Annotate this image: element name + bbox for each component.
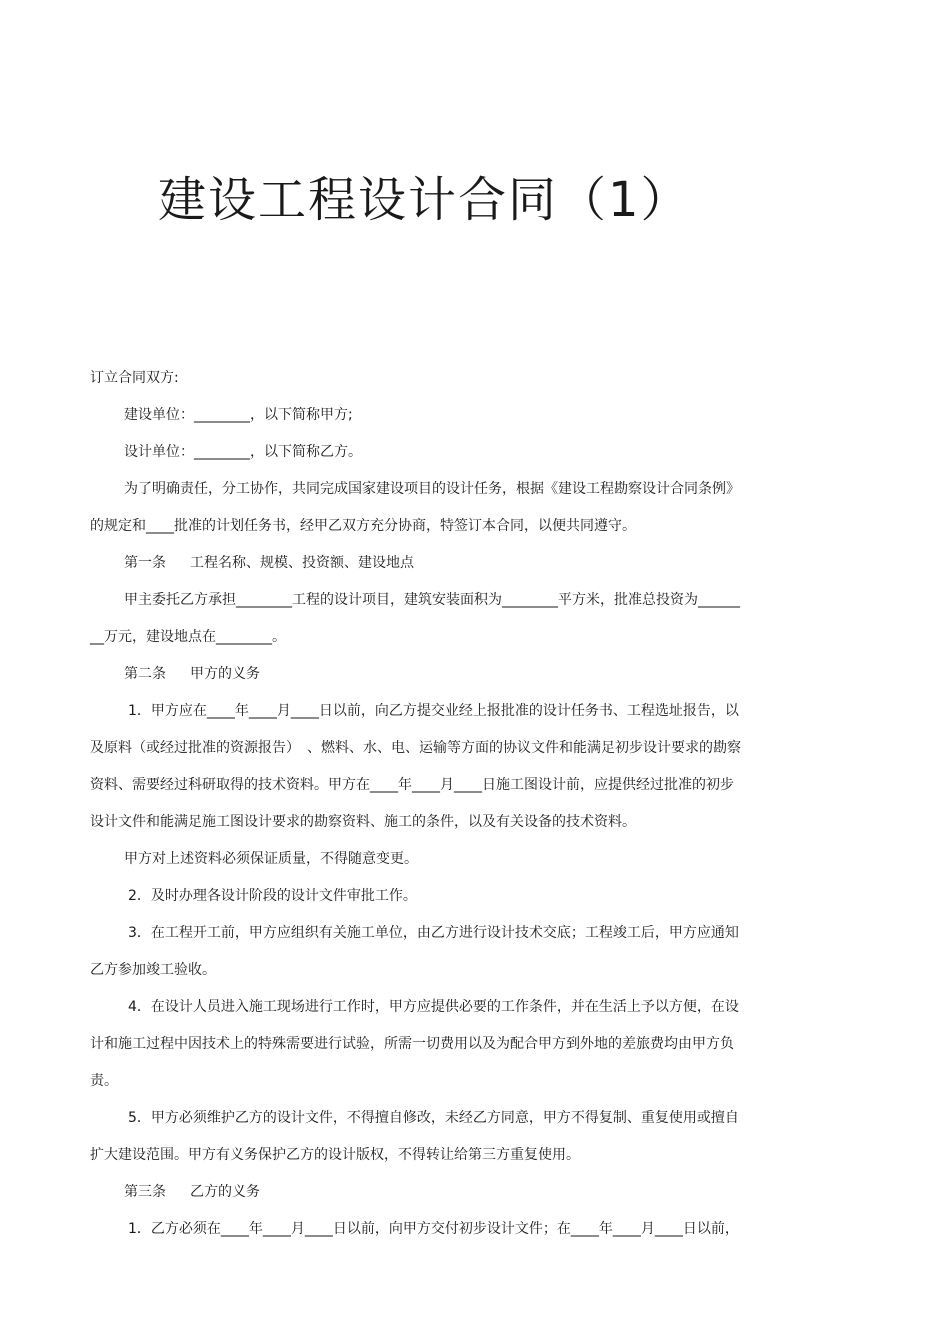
article-1-number: 第一条 (124, 555, 166, 571)
contract-body (90, 360, 810, 1248)
article-2-item-4-line-1: 4．在设计人员进入施工现场进行工作时，甲方应提供必要的工作条件，并在生活上予以方便，在设 (128, 999, 739, 1015)
article-1-line-1: 甲主委托乙方承担________工程的设计项目，建筑安装面积为________平方米，批准总投资为______ (124, 592, 740, 608)
article-3-heading (90, 1174, 810, 1211)
contract-title: 建设工程设计合同（1） (158, 172, 691, 228)
article-2-item-1-line-3: 资料、需要经过科研取得的技术资料。甲方在____年____月____日施工图设计前，应提供经过批准的初步 (90, 777, 734, 793)
article-2-item-1-line-4: 设计文件和能满足施工图设计要求的勘察资料、施工的条件，以及有关设备的技术资料。 (90, 814, 636, 830)
preamble-line-2: 的规定和____批准的计划任务书，经甲乙双方充分协商，特签订本合同，以便共同遵守。 (90, 518, 636, 534)
article-2-quality-note: 甲方对上述资料必须保证质量，不得随意变更。 (124, 851, 418, 867)
article-1-line-2: __万元，建设地点在________。 (90, 629, 286, 645)
article-2-item-3-line-1: 3．在工程开工前，甲方应组织有关施工单位，由乙方进行设计技术交底；工程竣工后，甲方应通知 (128, 925, 739, 941)
parties-heading: 订立合同双方: (90, 370, 179, 386)
article-2-item-1-line-1: 1．甲方应在____年____月____日以前，向乙方提交业经上报批准的设计任务书、工程选址报告，以 (128, 703, 739, 719)
article-1-heading (90, 545, 810, 582)
article-3-item-1-line-1: 1．乙方必须在____年____月____日以前，向甲方交付初步设计文件；在____年____月____日以前， (128, 1221, 739, 1237)
party-a-line: 建设单位：________，以下简称甲方; (124, 407, 353, 423)
party-b-line: 设计单位：________，以下简称乙方。 (124, 444, 362, 460)
article-3-number: 第三条 (124, 1184, 166, 1200)
article-2-item-1-line-2: 及原料（或经过批准的资源报告） 、燃料、水、电、运输等方面的协议文件和能满足初步设计要求的勘察 (90, 740, 741, 756)
article-2-item-5-line-2: 扩大建设范围。甲方有义务保护乙方的设计版权，不得转让给第三方重复使用。 (90, 1147, 580, 1163)
article-2-item-3-line-2: 乙方参加竣工验收。 (90, 962, 216, 978)
article-2-item-4-line-3: 责。 (90, 1073, 118, 1089)
article-2-number: 第二条 (124, 666, 166, 682)
preamble-line-1: 为了明确责任，分工协作，共同完成国家建设项目的设计任务，根据《建设工程勘察设计合同条例》 (124, 481, 740, 497)
article-2-heading (90, 656, 810, 693)
article-2-item-5-line-1: 5．甲方必须维护乙方的设计文件，不得擅自修改，未经乙方同意，甲方不得复制、重复使用或擅自 (128, 1110, 739, 1126)
article-2-item-4-line-2: 计和施工过程中因技术上的特殊需要进行试验，所需一切费用以及为配合甲方到外地的差旅费均由甲方负 (90, 1036, 734, 1052)
article-3-title: 乙方的义务 (190, 1184, 260, 1200)
article-2-item-2: 2．及时办理各设计阶段的设计文件审批工作。 (128, 888, 417, 904)
article-2-title: 甲方的义务 (190, 666, 260, 682)
article-1-title: 工程名称、规模、投资额、建设地点 (190, 555, 414, 571)
